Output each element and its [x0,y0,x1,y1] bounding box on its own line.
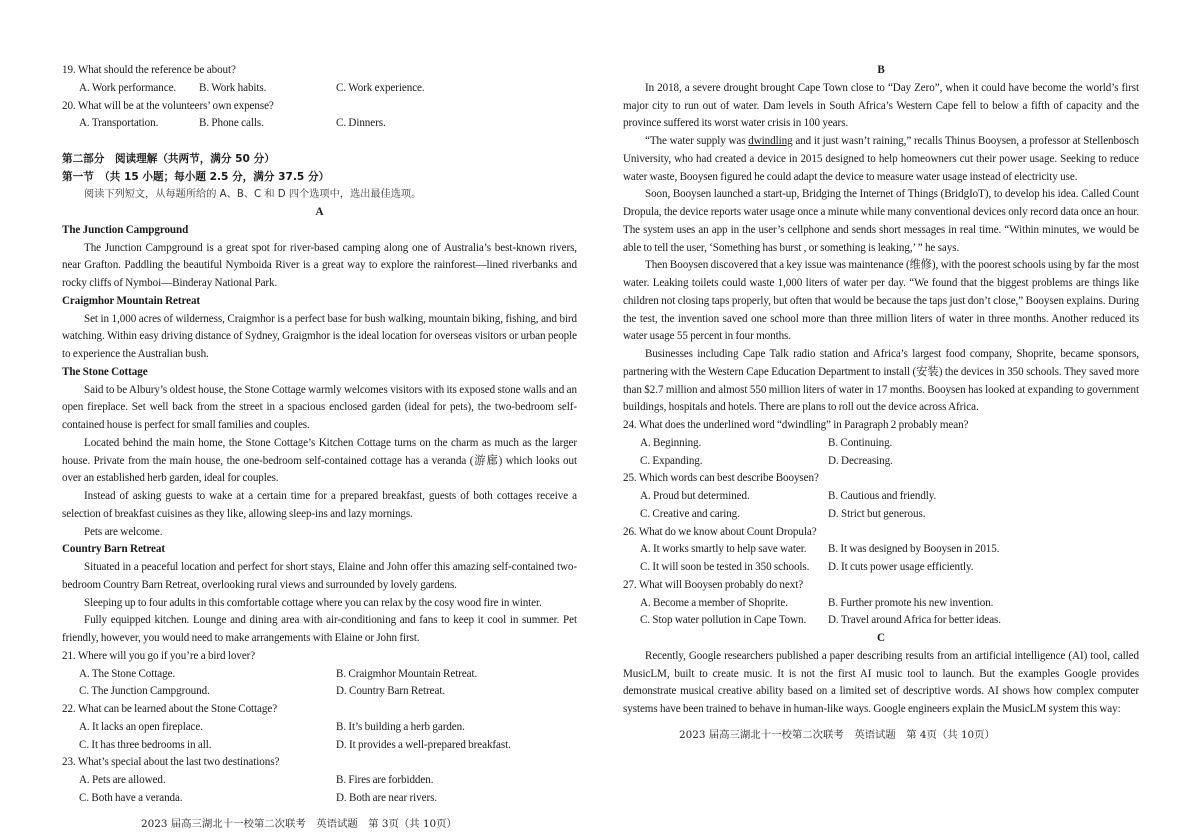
option-a: A. It works smartly to help save water. [640,543,807,556]
text: “The water supply was [645,135,749,147]
right-page [623,62,1139,743]
paragraph: Said to be Albury’s oldest house, the Stone Cottage warmly welcomes visitors with its exposed stone walls and an open fireplace. Set well back from the street in a spacious enclosed garden (ideal for pets), the two-bedroom self-contained house is perfect for small families and couples. [62,383,577,431]
left-page [62,62,577,832]
option-a: A. Beginning. [640,436,702,449]
instructions: 阅读下列短文，从每题所给的 A、B、C 和 D 四个选项中，选出最佳选项。 [84,189,422,201]
paragraph: In 2018, a severe drought brought Cape Town close to “Day Zero”, when it could have become the world’s first major city to run out of water. Dam levels in South Africa’s Western Cape fell to below a fifth of capacity and the province suffered its worst water crisis in 100 years. [623,81,1139,130]
question-27: 27. What will Booysen probably do next? [623,578,804,591]
page-footer-right: 2023 届高三湖北十一校第二次联考 英语试题 第 4页（共 10页） [679,728,995,741]
option-c: C. Dinners. [336,117,386,130]
option-a: A. It lacks an open fireplace. [79,720,203,733]
question-19: 19. What should the reference be about? [62,64,236,76]
option-c: C. Creative and caring. [640,507,740,520]
option-d: D. Both are near rivers. [336,791,437,804]
option-a: A. Pets are allowed. [79,774,166,786]
option-b: B. Further promote his new invention. [828,596,994,609]
paragraph: Instead of asking guests to wake at a certain time for a prepared breakfast, guests of both cottages receive a selection of breakfast cuisines as they like, allowing sleep-ins and lazy mornings. [62,490,577,520]
paragraph: Then Booysen discovered that a key issue was maintenance (维修), with the poorest schools using by far the most water. Leaking toilets could waste 1,000 liters of water per day. “We found that the biggest problems are things like children not closing taps properly, but often that would be because the taps just don’t close,” Booysen explains. During the test, the invention saved one school more than three million liters of water in three months. Another reduced its water usage 55 percent in four months. [623,259,1139,343]
paragraph: Businesses including Cape Talk radio station and Africa’s largest food company, Shoprite, became sponsors, partnering with the Western Cape Education Department to install (安装) the devices in 350 schools. They saved more than $2.7 million and almost 550 million liters of water in 17 months. Booysen has looked at expanding to government buildings, hospitals and hotels. There are plans to roll out the device across Africa. [623,348,1139,414]
option-c: C. Work experience. [336,81,425,94]
text: and it just wasn’t raining,” recalls Thinus Booysen, a professor at Stellenbosch University, who had created a device in 2015 designed to help homeowners cut their power usage. Seeking to reduce water waste, Booysen figured he could adapt the device to measure water usage instead of electricity use. [623,135,1140,183]
paragraph: Soon, Booysen launched a start-up, Bridging the Internet of Things (BridgIoT), to develop his idea. Called Count Dropula, the device reports water usage once a minute while many conventional devices only record data once an hour. The system uses an app in the user’s cellphone and sends short messages in real time. “Within minutes, we would be able to tell the user, ‘Something has burst , or something is leaking,’ ” he says. [623,188,1139,254]
question-20-options [62,115,577,133]
question-24: 24. What does the underlined word “dwindling” in Paragraph 2 probably mean? [623,419,969,431]
option-a: A. The Stone Cottage. [79,667,176,680]
question-25-options [623,488,1139,524]
right-page-content [623,62,1139,719]
question-27-options [623,595,1139,631]
paragraph: Fully equipped kitchen. Lounge and dining area with air-conditioning and fans to keep it cool in summer. Pet friendly, however, you would need to make arrangements with Elaine or John first. [62,614,577,644]
option-a: A. Proud but determined. [640,490,750,502]
underlined-word: dwindling [748,135,793,147]
option-c: C. Stop water pollution in Cape Town. [640,614,807,627]
passage-b-label: B [877,64,885,76]
option-c: C. The Junction Campground. [79,685,210,698]
left-page-content [62,62,577,808]
option-c: C. It has three bedrooms in all. [79,738,212,751]
paragraph: The Junction Campground is a great spot for river-based camping along one of Australia’s best-known rivers, near Grafton. Paddling the beautiful Nymboida River is a great way to explore the rainforest—lined riverbanks and rocky cliffs of Nymboi—Binderay National Park. [62,241,577,289]
question-19-options [62,80,577,98]
paragraph-2 [623,133,1139,186]
option-b: B. Craigmhor Mountain Retreat. [336,667,478,680]
paragraph: Located behind the main home, the Stone Cottage’s Kitchen Cottage turns on the charm as much as the larger house. Private from the main house, the one-bedroom self-contained cottage has a veranda (游廊) which looks out over an established herb garden, ideal for couples. [62,436,577,485]
page-footer-left: 2023 届高三湖北十一校第二次联考 英语试题 第 3页（共 10页） [141,817,457,830]
option-b: B. Continuing. [828,436,893,449]
question-22: 22. What can be learned about the Stone Cottage? [62,703,278,715]
section-title-country-barn: Country Barn Retreat [62,543,165,556]
section1-heading: 第一节 （共 15 小题；每小题 2.5 分，满分 37.5 分） [62,170,330,183]
passage-a-label: A [315,206,324,218]
paragraph: Situated in a peaceful location and perfect for short stays, Elaine and John offer this amazing self-contained two-bedroom Country Barn Retreat, overlooking rural views and surrounded by lovely gardens. [62,561,577,591]
section-title-stone-cottage: The Stone Cottage [62,365,148,378]
section-title-junction: The Junction Campground [62,223,189,236]
option-b: B. Phone calls. [199,117,264,130]
option-d: D. Strict but generous. [828,507,926,520]
paragraph: Sleeping up to four adults in this comfortable cottage where you can relax by the cosy wood fire in winter. [84,596,542,609]
option-d: D. Decreasing. [828,454,893,467]
part2-heading: 第二部分 阅读理解（共两节，满分 50 分） [62,152,275,165]
question-22-options [62,719,577,755]
option-c: C. It will soon be tested in 350 schools. [640,561,810,573]
question-24-options [623,435,1139,471]
spacer [62,133,577,151]
option-b: B. Work habits. [199,81,267,94]
question-21-options [62,666,577,702]
option-a: A. Transportation. [79,117,159,130]
option-b: B. Cautious and friendly. [828,490,937,502]
option-c: C. Expanding. [640,454,703,467]
question-25: 25. Which words can best describe Booysen? [623,472,819,485]
option-d: D. Country Barn Retreat. [336,685,446,698]
question-26: 26. What do we know about Count Dropula? [623,525,817,538]
option-b: B. It was designed by Booysen in 2015. [828,543,1000,556]
option-d: D. Travel around Africa for better ideas. [828,614,1001,627]
paragraph: Pets are welcome. [84,525,163,538]
question-26-options [623,541,1139,577]
question-23-options [62,772,577,808]
option-b: B. It’s building a herb garden. [336,720,465,733]
option-d: D. It provides a well-prepared breakfast. [336,738,511,751]
section-title-craigmhor: Craigmhor Mountain Retreat [62,294,201,307]
option-a: A. Work performance. [79,81,177,94]
option-a: A. Become a member of Shoprite. [640,596,788,609]
passage-c-label: C [877,632,885,644]
paragraph: Set in 1,000 acres of wilderness, Craigmhor is a perfect base for bush walking, mountain biking, fishing, and bird watching. Within easy driving distance of Sydney, Graigmhor is the ideal location for overseas visitors or urban people to experience the Australian bush. [62,312,577,360]
question-20: 20. What will be at the volunteers’ own expense? [62,99,274,112]
option-d: D. It cuts power usage efficiently. [828,561,974,573]
paragraph: Recently, Google researchers published a paper describing results from an artificial intelligence (AI) tool, called MusicLM, built to create music. It is not the first AI music tool to launch. But the examples Google provides demonstrate musical creative ability based on a limited set of descriptive words. AI shows how complex computer systems have been trained to behave in human-like ways. Google engineers explain the MusicLM system this way: [623,649,1139,715]
question-23: 23. What’s special about the last two destinations? [62,756,280,769]
question-21: 21. Where will you go if you’re a bird lover? [62,649,256,662]
option-c: C. Both have a veranda. [79,791,183,804]
option-b: B. Fires are forbidden. [336,774,434,786]
